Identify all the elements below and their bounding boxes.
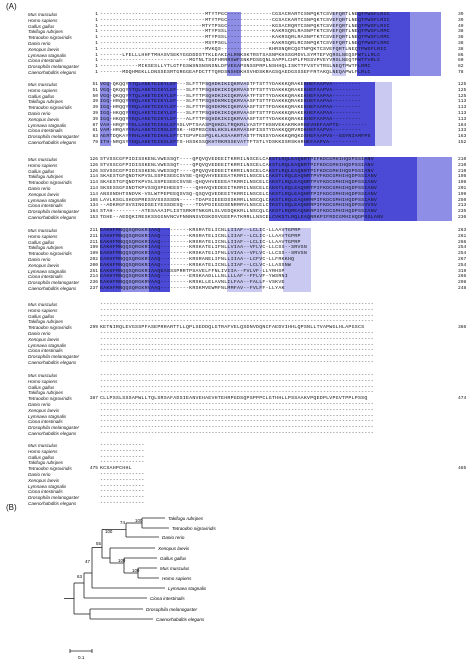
sequence: EAKHFMNQQSQRGKRIAAQGASSSPRRTPSAVELFFNLIVIIA--FVLVF-LLYRHSP <box>100 268 285 274</box>
residue-start: 134 <box>89 203 98 209</box>
species-name: Mus musculus <box>28 12 58 17</box>
species-name: Danio rerio <box>28 186 51 191</box>
residue-end: 38 <box>458 46 464 52</box>
species-name: Drosophila melanogaster <box>28 209 80 215</box>
residue-end: 113 <box>458 99 467 105</box>
species-name: Tetraodon nigroviridis <box>28 325 72 331</box>
species-name: Tetraodon nigroviridis <box>28 396 72 402</box>
bootstrap-value: 47 <box>85 559 90 564</box>
species-name: Drosophila melanogaster <box>28 495 80 501</box>
sequence: SKAESTGFQNDTKPVSLSSPESEECSVSE-QHQVHVEEEEATKRRILNSCELCAKSTLRQLEAQNRTPVFKDCGMHIHQDPSSIANV <box>100 180 378 186</box>
species-name: Gallus gallus <box>28 239 55 245</box>
species-name: Lymnaea stagnalis <box>28 483 67 489</box>
taxon-label: Drosophila melanogaster <box>146 606 198 612</box>
residue-end: 152 <box>458 140 467 145</box>
species-name: Homo sapiens <box>28 448 58 454</box>
species-name: Drosophila melanogaster <box>28 354 80 360</box>
residue-end: 254 <box>458 245 467 251</box>
residue-end: 298 <box>458 280 467 286</box>
sequence: -------------- <box>100 448 145 454</box>
taxon-label: Ciona intestinalis <box>150 595 185 601</box>
sequence: SKSESSGFSNDTKPVSSQSPEHEEST----QHHVQVEDEEITKRRILNSCELCAKSTLRQLEAQNRTPIFKDCGMHIHQDPSSIANV <box>100 186 378 191</box>
sequence: -------------- <box>100 477 145 483</box>
taxon-label: Takifugu rubripes <box>168 515 204 521</box>
residue-start: 83 <box>92 134 98 140</box>
residue-start: 1 <box>95 52 98 58</box>
residue-start: 39 <box>92 116 98 122</box>
residue-end: 210 <box>458 162 467 168</box>
residue-end: 39 <box>458 17 464 23</box>
residue-start: 126 <box>89 162 98 168</box>
residue-end: 164 <box>458 122 467 128</box>
residue-end: 213 <box>458 203 467 209</box>
residue-start: 211 <box>89 239 98 245</box>
residue-end: 38 <box>458 41 464 46</box>
residue-start: 114 <box>89 191 98 197</box>
species-name: Ciona intestinalis <box>28 274 63 280</box>
species-name: Mus musculus <box>28 373 58 378</box>
bootstrap-value: 100 <box>132 568 140 573</box>
taxon-label: Danio rerio <box>162 534 185 540</box>
sequence: -------------------------------------------------------------------------------------- <box>100 431 374 436</box>
species-name: Gallus gallus <box>28 454 55 460</box>
sequence: IGQ-HKQQYYKQLAKETEIKYLEF---ALFTTPSQHDKIKIQKRVAASFTSTTYDAKKKQRAKEKHEFAAPAA--------- <box>100 116 362 122</box>
residue-end: 198 <box>458 174 467 180</box>
species-name: Tetraodon nigroviridis <box>28 35 72 41</box>
species-name: Lymnaea stagnalis <box>28 413 67 419</box>
residue-end: 201 <box>458 186 467 191</box>
species-name: Lymnaea stagnalis <box>28 268 67 274</box>
sequence: VAM-HRQAYYKALAKETEIRSLEFSK--HDPRSCSNLKKSLKKRVASHFISSTYDAKKQQRVRDKHEFAAPVA--------- <box>100 128 362 134</box>
residue-start: 1 <box>95 41 98 46</box>
species-name: Mus musculus <box>28 302 58 307</box>
residue-start: 114 <box>89 186 98 191</box>
residue-end: 82 <box>458 64 464 70</box>
residue-end: 198 <box>458 180 467 186</box>
sequence: -------------------------------------------------------------------------------------- <box>100 419 374 425</box>
species-name: Homo sapiens <box>28 307 58 313</box>
residue-end: 250 <box>458 197 467 203</box>
sequence: LAVLKSGLSHDSPRESSVSSSSSDN-----TDAPSIEEEDSSKRRLLNSCQLCAKSTLRQLEAQNRRPIFKDCGMHIHQDPSSIANV <box>100 197 378 203</box>
taxon-label: Tetraodon nigroviridis <box>172 525 216 531</box>
species-name: Xenopus laevis <box>28 477 60 483</box>
species-name: Takifugu rubripes <box>28 319 64 325</box>
sequence: -------------- <box>100 489 145 495</box>
residue-start: 1 <box>95 29 98 35</box>
residue-end: 248 <box>458 286 467 291</box>
residue-end: 38 <box>458 29 464 35</box>
residue-start: 237 <box>89 286 98 291</box>
residue-end: 49 <box>458 23 464 29</box>
residue-end: 125 <box>458 93 467 99</box>
sequence: ---------------------------------MTYPSSL--------------KAKRSQRLRASNPTKTCSVEFQRTLNEQTPWSFLRMC <box>100 29 390 35</box>
species-name: Caenorhabditis elegans <box>28 70 77 75</box>
species-name: Lymnaea stagnalis <box>28 342 67 348</box>
sequence: -------------- <box>100 501 145 506</box>
sequence: ----------------------------MGTNLTSGFHRRRSWFSNKPDSEQNLSAPPLCHPLFMSSVPVEYVRSLNEQTPWTFVRLC <box>100 58 381 64</box>
species-name: Takifugu rubripes <box>28 99 64 105</box>
sequence: VAH-HRQFYYKLLAKETEIKSLEFASLVPTSAASPQHKDLTRQKRLVASTFTHSNVEKAKRKHRKEVHEFAAPTG--------- <box>100 122 368 128</box>
species-name: Mus musculus <box>28 157 58 162</box>
species-name: Ciona intestinalis <box>28 58 63 64</box>
species-name: Xenopus laevis <box>28 191 60 197</box>
sequence: -------------------------------------------------------------------------------------- <box>100 342 374 348</box>
species-name: Mus musculus <box>28 82 58 87</box>
sequence: -------------------------------------------------------------------------------------- <box>100 313 374 319</box>
residue-start: 39 <box>92 111 98 116</box>
species-name: Danio rerio <box>28 472 51 477</box>
species-name: Danio rerio <box>28 402 51 407</box>
species-name: Gallus gallus <box>28 23 55 29</box>
residue-start: 153 <box>89 215 98 220</box>
sequence: -------------- <box>100 495 145 501</box>
sequence: ---------------------------------MTYTPGC--------------CGSACRARTCSNPQKTCSVEFQRTLNEQTPWSFLRIC <box>100 12 390 17</box>
species-name: Mus musculus <box>28 443 58 448</box>
bootstrap-value: 100 <box>135 518 143 523</box>
species-name: Danio rerio <box>28 111 51 116</box>
residue-start: 214 <box>89 274 98 280</box>
sequence: -------------------------------------------------------------------------------------- <box>100 384 374 390</box>
residue-start: 51 <box>92 87 98 93</box>
residue-start: 251 <box>89 268 98 274</box>
sequence: CLLPSSLSSSAPWLLTQLSRSAFADSIEANVEHAEVHTEHRPGDSQPSPPPCLGTHHLLPSSAAKVPQEDPLVPGVTPPLPSSQ <box>100 396 368 402</box>
sequence: -------------------------------------------------------------------------------------- <box>100 407 374 413</box>
sequence: -------------- <box>100 460 145 466</box>
residue-end: 485 <box>458 466 467 472</box>
sequence: SSVSSCGFPIDISSKENLVWESSQT----QPQVQVEDEEITKRRILNSCELCAKSTLRQLEAQNRTPIFKDCGMHIHQDPSSIANV <box>100 168 374 174</box>
sequence: EAKHFMNQQSQRGKRIAAQ---------KRSRATELICNLLIIAF--LCLIC-LLAAVTGPRP <box>100 228 301 233</box>
sequence: EAKHFMNQQSQRGKRIAAQ---------KRSKATELIFNLLVIAA--VFLVC-LLCSS--SRVSN <box>100 251 308 257</box>
sequence: EAKHFMNQQSQRGKRIAAQ---------KRSRANELIFNLLIIAA--LCFVC-LLFRKKHQ <box>100 257 295 262</box>
species-name: Drosophila melanogaster <box>28 425 80 431</box>
species-name: Homo sapiens <box>28 17 58 23</box>
species-name: Ciona intestinalis <box>28 203 63 209</box>
sequence: KETNIRQLEVGSSPFASEPRRARTTLLQPLSEDDQLGTRAFVELQSDNVDQNCFAEDVIHHLQPSNLLTVAPWGLHLAPGSCS <box>100 325 365 331</box>
sequence: IGQ-HKQQYYRQLAKETEIKYLEF---SLFTTPSQHDKIKIQKRVAASFTSTTFDAKKKQRAKEKHEFAAPAA--------- <box>100 111 362 116</box>
residue-start: 199 <box>89 251 98 257</box>
bootstrap-value: 100 <box>105 529 113 534</box>
sequence: TDHE--AEDQKIRESKSSGGNVNCVFNNNNSVDSKDSVGEEPATKRRLLNSCELCVKSTLRQLEAQNRKPIFRDCGMHIHQDPSSLANV <box>100 215 384 220</box>
residue-end: 266 <box>458 274 467 280</box>
residue-start: 299 <box>89 325 98 331</box>
species-name: Caenorhabditis elegans <box>28 360 77 365</box>
sequence: ITH-NRQSYYDQLAKETEIKSLEFTS-HSSKSSQKHTRKRSSEVATTFTSTLYDSKKSSRSKHRHEFAAPVA--------- <box>100 140 358 145</box>
species-name: Xenopus laevis <box>28 262 60 268</box>
residue-start: 1 <box>95 17 98 23</box>
species-name: Ciona intestinalis <box>28 128 63 134</box>
residue-end: 263 <box>458 228 467 233</box>
bootstrap-value: 74 <box>120 520 125 525</box>
species-name: Ciona intestinalis <box>28 348 63 354</box>
sequence: EAKHFMNQQSQRGKRVAAQ---------KRSKMVEWMFNLMMFAV--FVLFF-LLYAK <box>100 286 285 291</box>
scale-bar-label: 0.1 <box>78 655 85 660</box>
residue-start: 236 <box>89 280 98 286</box>
sequence: -------MDQHMEKLLDNSSESRTGRGGEAFDCTTTQRDSNSHDKHSVHDSKRAGSQAEDGSSSEFFRTAKQLNEQAPWLFLRLC <box>100 70 371 75</box>
sequence: ---------------------------------MTYPSSL--------------KAKRSQRLRASNPTKTCSVEFQRTLNEQTPWSFLRMC <box>100 35 390 41</box>
species-name: Takifugu rubripes <box>28 29 64 35</box>
species-name: Danio rerio <box>28 257 51 262</box>
residue-end: 199 <box>458 191 467 197</box>
residue-end: 113 <box>458 116 467 122</box>
species-name: Drosophila melanogaster <box>28 134 80 140</box>
species-name: Tetraodon nigroviridis <box>28 251 72 257</box>
sequence: -------------- <box>100 454 145 460</box>
species-name: Danio rerio <box>28 41 51 46</box>
bootstrap-value: 100 <box>118 558 126 563</box>
sequence: -------------------------------------------------------------------------------------- <box>100 319 374 325</box>
species-name: Ciona intestinalis <box>28 489 63 495</box>
residue-start: 39 <box>92 99 98 105</box>
species-name: Homo sapiens <box>28 378 58 384</box>
residue-start: 387 <box>89 396 98 402</box>
species-name: Caenorhabditis elegans <box>28 431 77 436</box>
residue-start: 79 <box>92 140 98 145</box>
bootstrap-value: 63 <box>77 574 82 579</box>
residue-end: 133 <box>458 128 467 134</box>
sequence: EAKHFMNQQSQRGKRVAAQ---------KRSKLLELAVNLILFAA--FALLF-VSKVE <box>100 280 285 286</box>
residue-end: 113 <box>458 111 467 116</box>
residue-end: 78 <box>458 70 464 75</box>
residue-start: 202 <box>89 257 98 262</box>
species-name: Gallus gallus <box>28 384 55 390</box>
sequence: -------------------------------------------------------------------------------------- <box>100 425 374 431</box>
sequence: VGQ-QKQQYYTQLAKETEIKYLEF---SLFTTPSQHDKIKIQKRVASTFTSTTYDAKKKQRAKEKHEFAAPVA--------- <box>100 87 362 93</box>
residue-start: 165 <box>89 197 98 203</box>
sequence: -------------------------------------------------------------------------------------- <box>100 360 374 365</box>
sequence: -------------- <box>100 443 145 448</box>
sequence: ------------MIKSESLLYTLGTFGSWSNSNSNSNLDFVEGAPSNSSPRPLNSHHQLISKTTFVSTVTRSLNEQTPWTFLRMC <box>100 64 371 70</box>
sequence: --------------------------------MTYTPSGC--------------KGSACRQRTCSNPQKTCSVEFQRTLNEQTPWSFLRIC <box>100 23 390 29</box>
residue-start: 1 <box>95 70 98 75</box>
residue-end: 254 <box>458 262 467 268</box>
species-name: Mus musculus <box>28 228 58 233</box>
taxon-label: Caenorhabditis elegans <box>156 616 205 622</box>
residue-start: 200 <box>89 262 98 268</box>
species-name: Gallus gallus <box>28 168 55 174</box>
residue-start: 164 <box>89 209 98 215</box>
species-name: Homo sapiens <box>28 87 58 93</box>
sequence: -------------------------------------------------------------------------------------- <box>100 373 374 378</box>
sequence: -------------------------------------------------------------------------------------- <box>100 354 374 360</box>
species-name: Tetraodon nigroviridis <box>28 466 72 472</box>
sequence: ---------------------------------MVKQS---------------KHRSNQRCQGTNPQKTCSVEFQRTLNEQTPWSFLRIC <box>100 46 387 52</box>
sequence: IGQ-HRQQYYRQLAKETEIKYLEF---SLFTTPSQHDKMKIQKRVAASFTSTTFDAKKKQRAKEKHEFAAPAA--------- <box>100 99 362 105</box>
sequence: -------------------------------------------------------------------------------------- <box>100 413 374 419</box>
taxon-label: Gallus gallus <box>160 555 187 561</box>
sequence: -------------------------------------------------------------------------------------- <box>100 302 374 307</box>
sequence: -------------------------------------------------------------------------------------- <box>100 390 374 396</box>
sequence: -------------------------------------------------------------------------------------- <box>100 336 374 342</box>
species-name: Takifugu rubripes <box>28 245 64 251</box>
residue-end: 319 <box>458 268 467 274</box>
species-name: Takifugu rubripes <box>28 174 64 180</box>
residue-start: 199 <box>89 245 98 251</box>
residue-end: 39 <box>458 12 464 17</box>
sequence: --ADKRGFSVSINGDSEIYESSDESQ----TDVPDIEGDSENRRRVLNSCELCTKSTLRQLEAQNRRPIFKDCGMHIHQDPSSVVSV <box>100 203 378 209</box>
sequence: -------------------------------------------------------------------------------------- <box>100 402 374 407</box>
residue-end: 163 <box>458 134 467 140</box>
sequence: -------LFELLLHHFTMHASVSEKYGGDDDSTTKLEAKIALRNKSKTRSTSASNPKHSSGMDVLSYMTEFVQRSLNEQSPWTLLRLC <box>100 52 381 58</box>
taxon-label: Homo sapiens <box>162 575 192 581</box>
taxon-label: Mus musculus <box>160 565 190 571</box>
residue-start: 50 <box>92 93 98 99</box>
species-name: Xenopus laevis <box>28 407 60 413</box>
residue-start: 1 <box>95 35 98 41</box>
sequence: EAKHYMNQQSQRGKRIAAQ---------ERSKAADLLLNLLLLAF--FFLVF-YWSRNI <box>100 274 288 280</box>
sequence: SKAESTGFQNDTKPVSLSSPESEECSVSE-QHQVHVEEEEATKRRILNSCELCAKSTLRQLEAQNRTPVFKDCGMHIHQDPSSIANV <box>100 174 378 180</box>
taxon-label: Xenopus laevis <box>158 545 190 551</box>
residue-end: 125 <box>458 82 467 87</box>
sequence: -------------- <box>100 483 145 489</box>
residue-start: 1 <box>95 58 98 64</box>
residue-start: 211 <box>89 233 98 239</box>
species-name: Takifugu rubripes <box>28 460 64 466</box>
panel-a-label: (A) <box>6 2 17 11</box>
residue-start: 51 <box>92 82 98 87</box>
residue-start: 1 <box>95 46 98 52</box>
residue-end: 235 <box>458 209 467 215</box>
bootstrap-value: 55 <box>96 541 101 546</box>
species-name: Drosophila melanogaster <box>28 280 80 286</box>
residue-end: 210 <box>458 168 467 174</box>
sequence: -------------- <box>100 472 145 477</box>
sequence: EAKHFMNQQSQRGKRIAAQ---------KRSRATELICNLLIIAF--LCLIC-LLAAVTGPRP <box>100 239 301 245</box>
taxon-label: Lymnaea stagnalis <box>168 585 207 591</box>
sequence: VGQ-QKQQYYTQLAKETEIKYLEF---SLFTTPSQHDKIKIQKRVASTFTSTTYDAKKKQRAKEKHEFAAPVA--------- <box>100 82 362 87</box>
sequence: EAKHFMNQQSQRGKRIAAQ---------KRSKATELIFNLLVIAA--VFLVC-LLCSS--SRVSN <box>100 245 308 251</box>
sequence: EAKHFMNQQSQRGKRIAAQ---------KRSRATELICNLLIIAF--LCLIC-LLAAVTGPRP <box>100 233 301 239</box>
species-name: Takifugu rubripes <box>28 390 64 396</box>
species-name: Homo sapiens <box>28 233 58 239</box>
residue-start: 211 <box>89 228 98 233</box>
residue-end: 113 <box>458 105 467 111</box>
sequence: -------------------------------------------------------------------------------------- <box>100 348 374 354</box>
species-name: Xenopus laevis <box>28 116 60 122</box>
species-name: Caenorhabditis elegans <box>28 140 77 145</box>
sequence: ---------------------------------MSYPSGL--------------KAKRSQRLRCSNPQKTCSVEFQRTLNEQTPWSFLRMC <box>100 41 390 46</box>
residue-start: 87 <box>92 122 98 128</box>
species-name: Lymnaea stagnalis <box>28 52 67 58</box>
residue-end: 236 <box>458 215 467 220</box>
species-name: Tetraodon nigroviridis <box>28 180 72 186</box>
sequence: ANSSNDHTSNDVK-VSLWTPEPEEQSVSQ-QSQVQVEDEEITKRRILNSCELCAKSTLRQLEAQNRTPIFKDCGMHIHQDPSSIANV <box>100 191 378 197</box>
sequence: VGQ-QKQQYYTQLAKETEIKYLEF---SLFTTPSQHDKIKIQKRVAATFTSTTYDAKKKQRAKEKHEFAAPAA--------- <box>100 93 362 99</box>
residue-start: 126 <box>89 168 98 174</box>
species-name: Caenorhabditis elegans <box>28 215 77 220</box>
species-name: Xenopus laevis <box>28 336 60 342</box>
species-name: Drosophila melanogaster <box>28 64 80 70</box>
residue-start: 114 <box>89 174 98 180</box>
sequence: -------------------------------------------------------------------------------------- <box>100 307 374 313</box>
residue-end: 125 <box>458 87 467 93</box>
species-name: Danio rerio <box>28 331 51 336</box>
sequence: STVSSCGFPIDISSKENLVWESSQT----QPQVQVEDEEITKRRILNSCELCAKSTLRQLEAQNRTPIFKDCGMHIHQDPSSIANV <box>100 162 374 168</box>
sequence: -------------------------------------------------------------------------------------- <box>100 331 374 336</box>
residue-start: 126 <box>89 157 98 162</box>
species-name: Ciona intestinalis <box>28 419 63 425</box>
sequence: KCSAHPCHHL <box>100 466 132 472</box>
residue-end: 210 <box>458 157 467 162</box>
residue-start: 61 <box>92 128 98 134</box>
residue-end: 254 <box>458 251 467 257</box>
species-name: Xenopus laevis <box>28 46 60 52</box>
species-name: Lymnaea stagnalis <box>28 122 67 128</box>
residue-end: 86 <box>458 52 464 58</box>
residue-start: 1 <box>95 12 98 17</box>
sequence: IGQ-HRQQYYRQLAKETEIKYLEF---SLFTTPSQHDKMKIQKRVAASFTSTTFDAKKKQRAKEKHEFAAPAA--------- <box>100 105 362 111</box>
species-name: Caenorhabditis elegans <box>28 501 77 506</box>
residue-start: 1 <box>95 23 98 29</box>
species-name: Tetraodon nigroviridis <box>28 105 72 111</box>
sequence: ---------------------------------MTYTPGC--------------CGSACKARTCSNPQKTCSVEFQRTLNEQTPWSFLRIC <box>100 17 390 23</box>
residue-end: 38 <box>458 35 464 41</box>
residue-start: 114 <box>89 180 98 186</box>
residue-start: 1 <box>95 64 98 70</box>
residue-start: 39 <box>92 105 98 111</box>
residue-end: 267 <box>458 257 467 262</box>
residue-end: 474 <box>458 396 467 402</box>
residue-end: 261 <box>458 233 467 239</box>
sequence: STVSSCGFPIDISSKENLVWESSQT----QPQVQVEDEEITKRRILNSCELCAKSTLRQLEAQNRTPIFKDCGMHIHQDPSSIANV <box>100 157 374 162</box>
residue-end: 60 <box>458 58 464 64</box>
sequence: -------------------------------------------------------------------------------------- <box>100 378 374 384</box>
species-name: Caenorhabditis elegans <box>28 286 77 291</box>
residue-start: 475 <box>89 466 98 472</box>
residue-end: 266 <box>458 239 467 245</box>
species-name: Lymnaea stagnalis <box>28 197 67 203</box>
species-name: Homo sapiens <box>28 162 58 168</box>
sequence: AERTDQKAYYRHLAKETEIKHLEFTCTGPVPGSPQLKLKSAAKRTASTFTNSSYDAKKKQRQKDSHEFAAPVS--GSYNIAMFPS <box>100 134 371 140</box>
residue-end: 386 <box>458 325 467 331</box>
species-name: Gallus gallus <box>28 313 55 319</box>
sequence: EAKHFMNQQSQRGKRIAAQ---------KRSKATELICNLLIIAF--LCLVC-LLASSNW <box>100 262 292 268</box>
panel-b-label: (B) <box>6 503 17 512</box>
sequence: STAH---------ATESAAAIPLISTSRKRTNKGRLSLVEDQKKRLLNSCQLCAKSTLRQMEAQNKRPIFKDCGMHIHQDPSSIANV <box>100 209 378 215</box>
species-name: Gallus gallus <box>28 93 55 99</box>
